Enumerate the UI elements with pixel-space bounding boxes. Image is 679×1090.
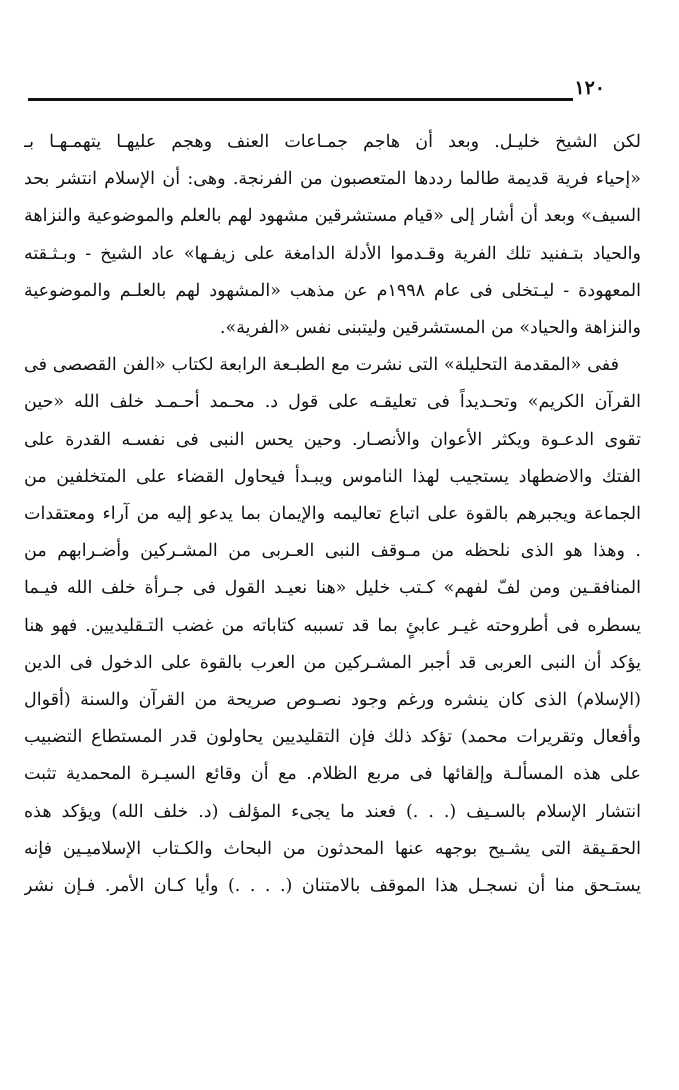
page-number: ١٢٠	[574, 77, 605, 99]
text-line: المنافقـين ومن لفّ لفهم» كـتب خليل «هنا نعيـد القول فى جـرأة خلف الله فيـما	[24, 578, 641, 599]
header-rule-short	[549, 98, 573, 101]
page-header	[28, 76, 633, 106]
body-text	[24, 124, 641, 905]
text-line: انتشار الإسلام بالسـيف (. . .) فعند ما يجىء المؤلف (د. خلف الله) ويؤكد هذه	[24, 801, 641, 822]
text-line: يؤكد أن النبى العربى قد أجبر المشـركين من العرب بالقوة على الدخول فى الدين	[24, 652, 641, 673]
text-line: . وهذا هو الذى نلحظه من مـوقف النبى العـربى من المشـركين وأضـرابهم من	[24, 541, 641, 562]
text-line: والحياد بتـفنيد تلك الفرية وقـدموا الأدلة الدامغة على زيفـها» عاد الشيخ - وبـثـقته	[24, 243, 641, 264]
text-line: القرآن الكريم» وتحـديداً فى تعليقـه على قول د. محـمد أحـمـد خلف الله «حين	[24, 392, 641, 413]
text-line: المعهودة - ليـتخلى فى عام ١٩٩٨م عن مذهب «المشهود لهم بالعلـم والموضوعية	[24, 280, 641, 301]
text-line: وأفعال وتقريرات محمد) تؤكد ذلك فإن التقليديين يحاولون قدر المستطاع التضبيب	[24, 727, 641, 748]
text-line: الجماعة ويجبرهم بالقوة على اتباع تعاليمه والإيمان بما يدعو إليه من آراء ومعتقدات	[24, 504, 641, 525]
text-line: «إحياء فرية قديمة طالما رددها المتعصبون من الفرنجة. وهى: أن الإسلام انتشر بحد	[24, 169, 641, 190]
text-line: السيف» وبعد أن أشار إلى «قيام مستشرقين مشهود لهم بالعلم والموضوعية والنزاهة	[24, 206, 641, 227]
text-line: الحقـيقة التى يشـيح بوجهه عنها المحدثون من البحاث والكـتاب الإسلاميـين فإنه	[24, 838, 641, 859]
header-rule	[28, 98, 566, 101]
paragraph-1	[24, 124, 641, 347]
paragraph-2	[24, 347, 641, 905]
text-line: يسطره فى أطروحته غيـر عابئٍ بما قد تسببه كتاباته من غضب التـقليديين. فهو هنا	[24, 615, 641, 636]
text-line: (الإسلام) الذى كان ينشره ورغم وجود نصـوص صريحة من القرآن والسنة (أقوال	[24, 690, 641, 711]
text-line: يستـحق منا أن نسجـل هذا الموقف بالامتنان (. . . .) وأيا كـان الأمر. فـإن نشر	[24, 876, 641, 897]
text-line: تقوى الدعـوة ويكثر الأعوان والأنصـار. وحين يحس النبى فى نفسـه القدرة على	[24, 429, 641, 450]
text-line: لكن الشيخ خليـل. وبعد أن هاجم جمـاعات العنف وهجم عليهـا يتهمـهـا بـ	[24, 132, 641, 152]
text-line: الفتك والاضطهاد يستجيب لهذا الناموس ويبـدأ فيحاول القضاء على المتخلفين من	[24, 466, 641, 487]
text-line: ففى «المقدمة التحليلة» التى نشرت مع الطبـعة الرابعة لكتاب «الفن القصصى فى	[24, 355, 619, 376]
text-line: على هذه المسألـة وإلقائها فى مربع الظلام. مع أن وقائع السيـرة المحمدية تثبت	[24, 764, 641, 785]
text-line: والنزاهة والحياد» من المستشرقين وليتبنى نفس «الفرية».	[219, 318, 641, 339]
